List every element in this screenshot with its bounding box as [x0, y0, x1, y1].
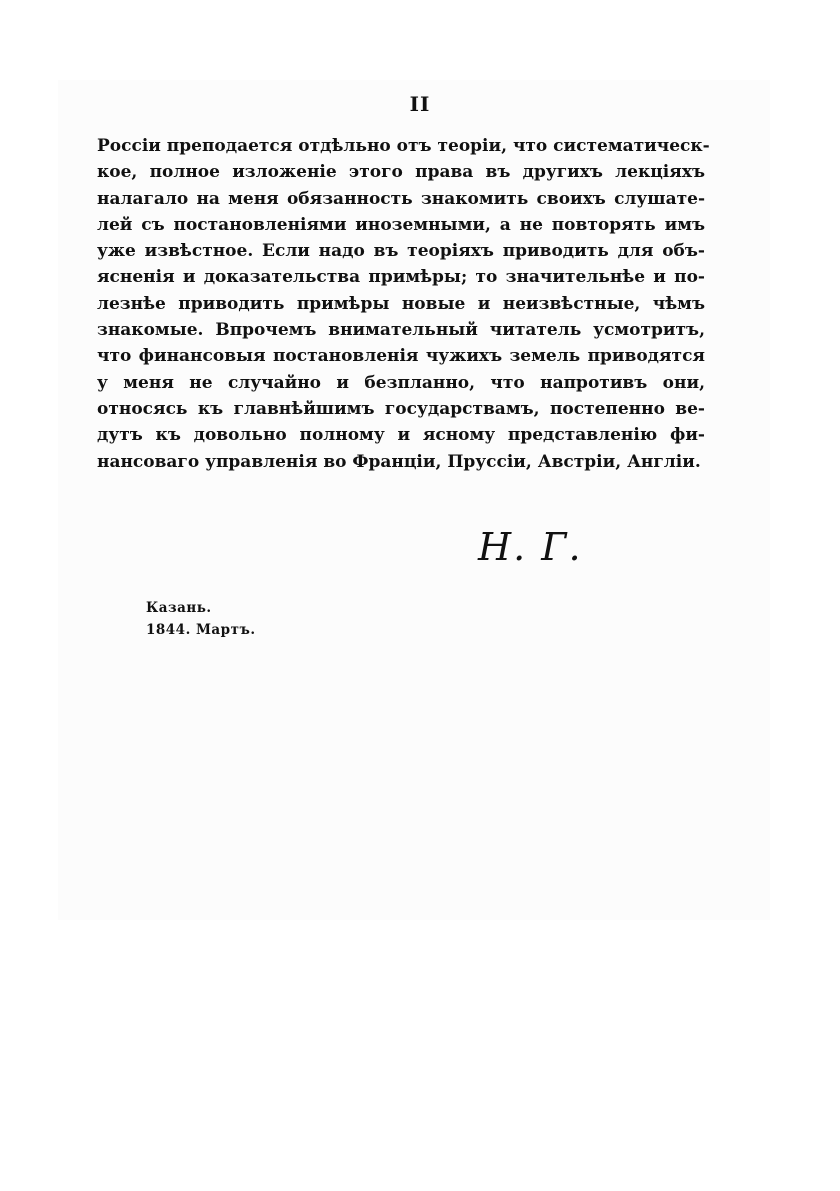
body-paragraph — [97, 133, 710, 475]
text-line: кое, полное изложеніе этого права въ другихъ лекціяхъ — [97, 162, 705, 183]
place-and-date — [146, 597, 256, 641]
author-signature: Н. Г. — [478, 525, 583, 569]
text-line: налагало на меня обязанность знакомить своихъ слушате- — [97, 188, 705, 209]
text-line: что финансовыя постановленія чужихъ земель приводятся — [97, 346, 705, 367]
text-line: знакомые. Впрочемъ внимательный читатель усмотритъ, — [97, 320, 705, 341]
text-line: дутъ къ довольно полному и ясному представленію фи- — [97, 425, 705, 446]
text-line: лезнѣе приводить примѣры новые и неизвѣстные, чѣмъ — [97, 293, 705, 314]
text-line: нансоваго управленія во Франціи, Пруссіи, Австріи, Англіи. — [97, 451, 701, 472]
text-line: относясь къ главнѣйшимъ государствамъ, постепенно ве- — [97, 398, 705, 419]
text-line: лей съ постановленіями иноземными, а не повторять имъ — [97, 214, 705, 235]
page-number: II — [409, 92, 431, 116]
text-line: Россіи преподается отдѣльно отъ теоріи, что систематическ- — [97, 136, 710, 156]
text-line: ясненія и доказательства примѣры; то значительнѣе и по- — [97, 267, 705, 288]
text-line: уже извѣстное. Если надо въ теоріяхъ приводить для объ- — [97, 241, 705, 262]
text-line: у меня не случайно и безпланно, что напротивъ они, — [97, 372, 705, 393]
date-line: 1844. Мартъ. — [146, 622, 256, 638]
place-line: Казань. — [146, 600, 212, 616]
